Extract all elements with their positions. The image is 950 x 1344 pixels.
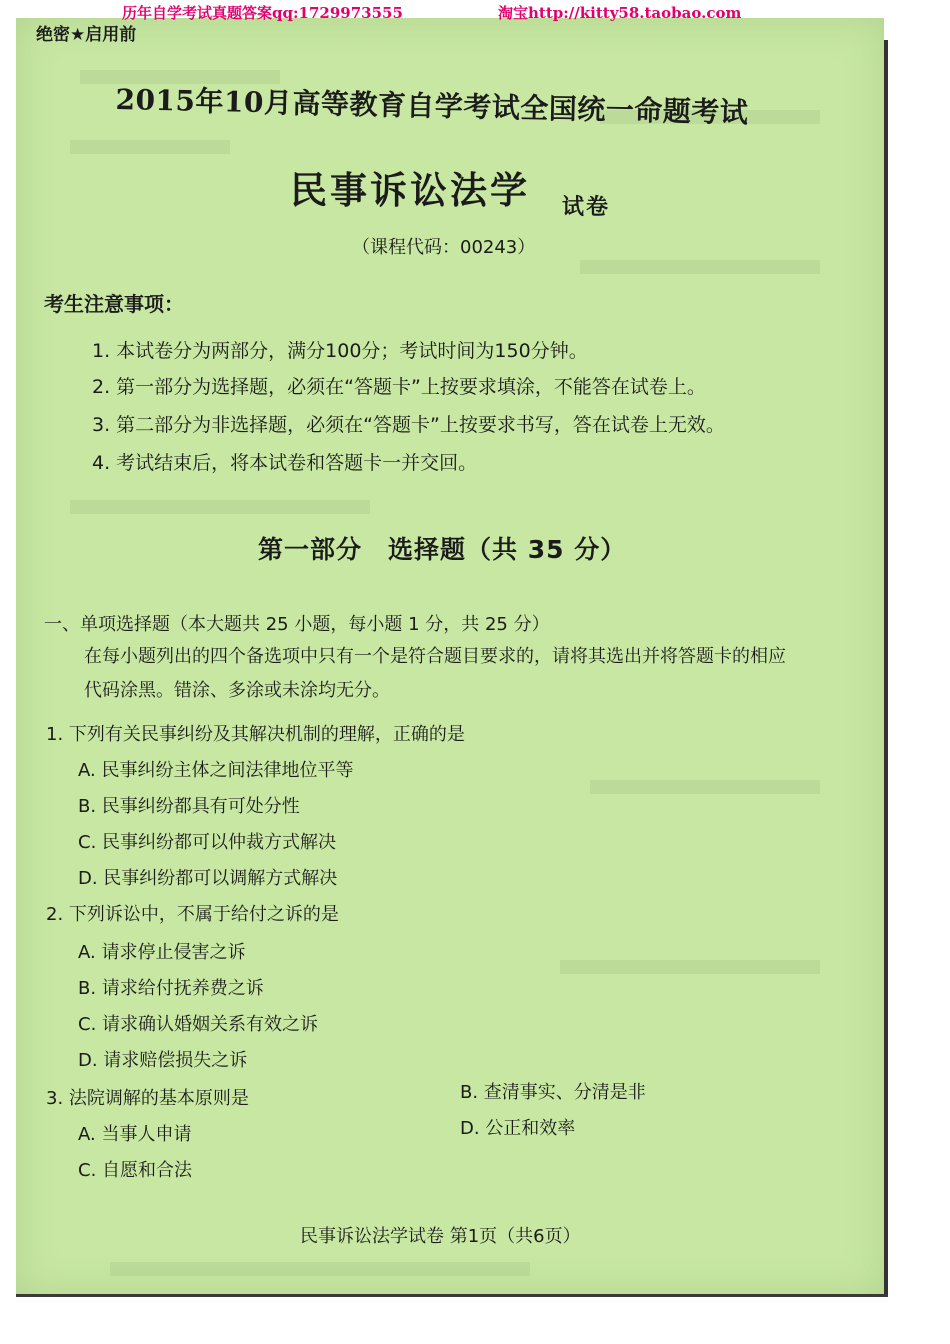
page-footer: 民事诉讼法学试卷 第1页（共6页） bbox=[300, 1226, 581, 1247]
notice-item: 4. 考试结束后，将本试卷和答题卡一并交回。 bbox=[92, 452, 478, 474]
notice-item: 1. 本试卷分为两部分，满分100分；考试时间为150分钟。 bbox=[92, 340, 588, 362]
section-instructions: 在每小题列出的四个备选项中只有一个是符合题目要求的，请将其选出并将答题卡的相应 bbox=[84, 646, 786, 667]
option-c: C. 民事纠纷都可以仲裁方式解决 bbox=[78, 832, 337, 853]
notice-heading: 考生注意事项： bbox=[44, 292, 184, 316]
option-c: C. 自愿和合法 bbox=[78, 1160, 193, 1181]
notice-item: 2. 第一部分为选择题，必须在“答题卡”上按要求填涂，不能答在试卷上。 bbox=[92, 376, 706, 398]
option-b: B. 请求给付抚养费之诉 bbox=[78, 978, 264, 999]
subject-suffix: 试卷 bbox=[562, 194, 611, 220]
watermark-taobao-link[interactable]: 淘宝http://kitty58.taobao.com bbox=[498, 4, 742, 22]
bleed-through-texture bbox=[70, 140, 230, 154]
option-d: D. 请求赔偿损失之诉 bbox=[78, 1050, 248, 1071]
option-b: B. 民事纠纷都具有可处分性 bbox=[78, 796, 300, 817]
subject-title: 民事诉讼法学 bbox=[290, 168, 530, 212]
option-d: D. 民事纠纷都可以调解方式解决 bbox=[78, 868, 338, 889]
bleed-through-texture bbox=[560, 960, 820, 974]
bleed-through-texture bbox=[580, 260, 820, 274]
confidential-label: 绝密★启用前 bbox=[36, 25, 137, 45]
option-a: A. 当事人申请 bbox=[78, 1124, 192, 1145]
option-d: D. 公正和效率 bbox=[460, 1118, 576, 1139]
page-edge-bottom bbox=[16, 1294, 888, 1297]
part1-title: 第一部分 选择题（共 35 分） bbox=[258, 535, 627, 564]
bleed-through-texture bbox=[590, 780, 820, 794]
bleed-through-texture bbox=[110, 1262, 530, 1276]
option-c: C. 请求确认婚姻关系有效之诉 bbox=[78, 1014, 319, 1035]
exam-title: 2015年10月高等教育自学考试全国统一命题考试 bbox=[115, 82, 749, 130]
question-stem: 2. 下列诉讼中，不属于给付之诉的是 bbox=[46, 904, 339, 925]
notice-item: 3. 第二部分为非选择题，必须在“答题卡”上按要求书写，答在试卷上无效。 bbox=[92, 414, 725, 436]
page-edge-right bbox=[884, 40, 888, 1296]
option-a: A. 民事纠纷主体之间法律地位平等 bbox=[78, 760, 354, 781]
question-stem: 3. 法院调解的基本原则是 bbox=[46, 1088, 249, 1109]
option-b: B. 查清事实、分清是非 bbox=[460, 1082, 646, 1103]
section-instructions: 代码涂黑。错涂、多涂或未涂均无分。 bbox=[84, 680, 390, 701]
question-stem: 1. 下列有关民事纠纷及其解决机制的理解，正确的是 bbox=[46, 724, 465, 745]
option-a: A. 请求停止侵害之诉 bbox=[78, 942, 246, 963]
watermark-qq: 历年自学考试真题答案qq:1729973555 bbox=[122, 4, 403, 22]
course-code: （课程代码：00243） bbox=[352, 237, 536, 258]
section-heading: 一、单项选择题（本大题共 25 小题，每小题 1 分，共 25 分） bbox=[44, 614, 550, 635]
bleed-through-texture bbox=[70, 500, 370, 514]
